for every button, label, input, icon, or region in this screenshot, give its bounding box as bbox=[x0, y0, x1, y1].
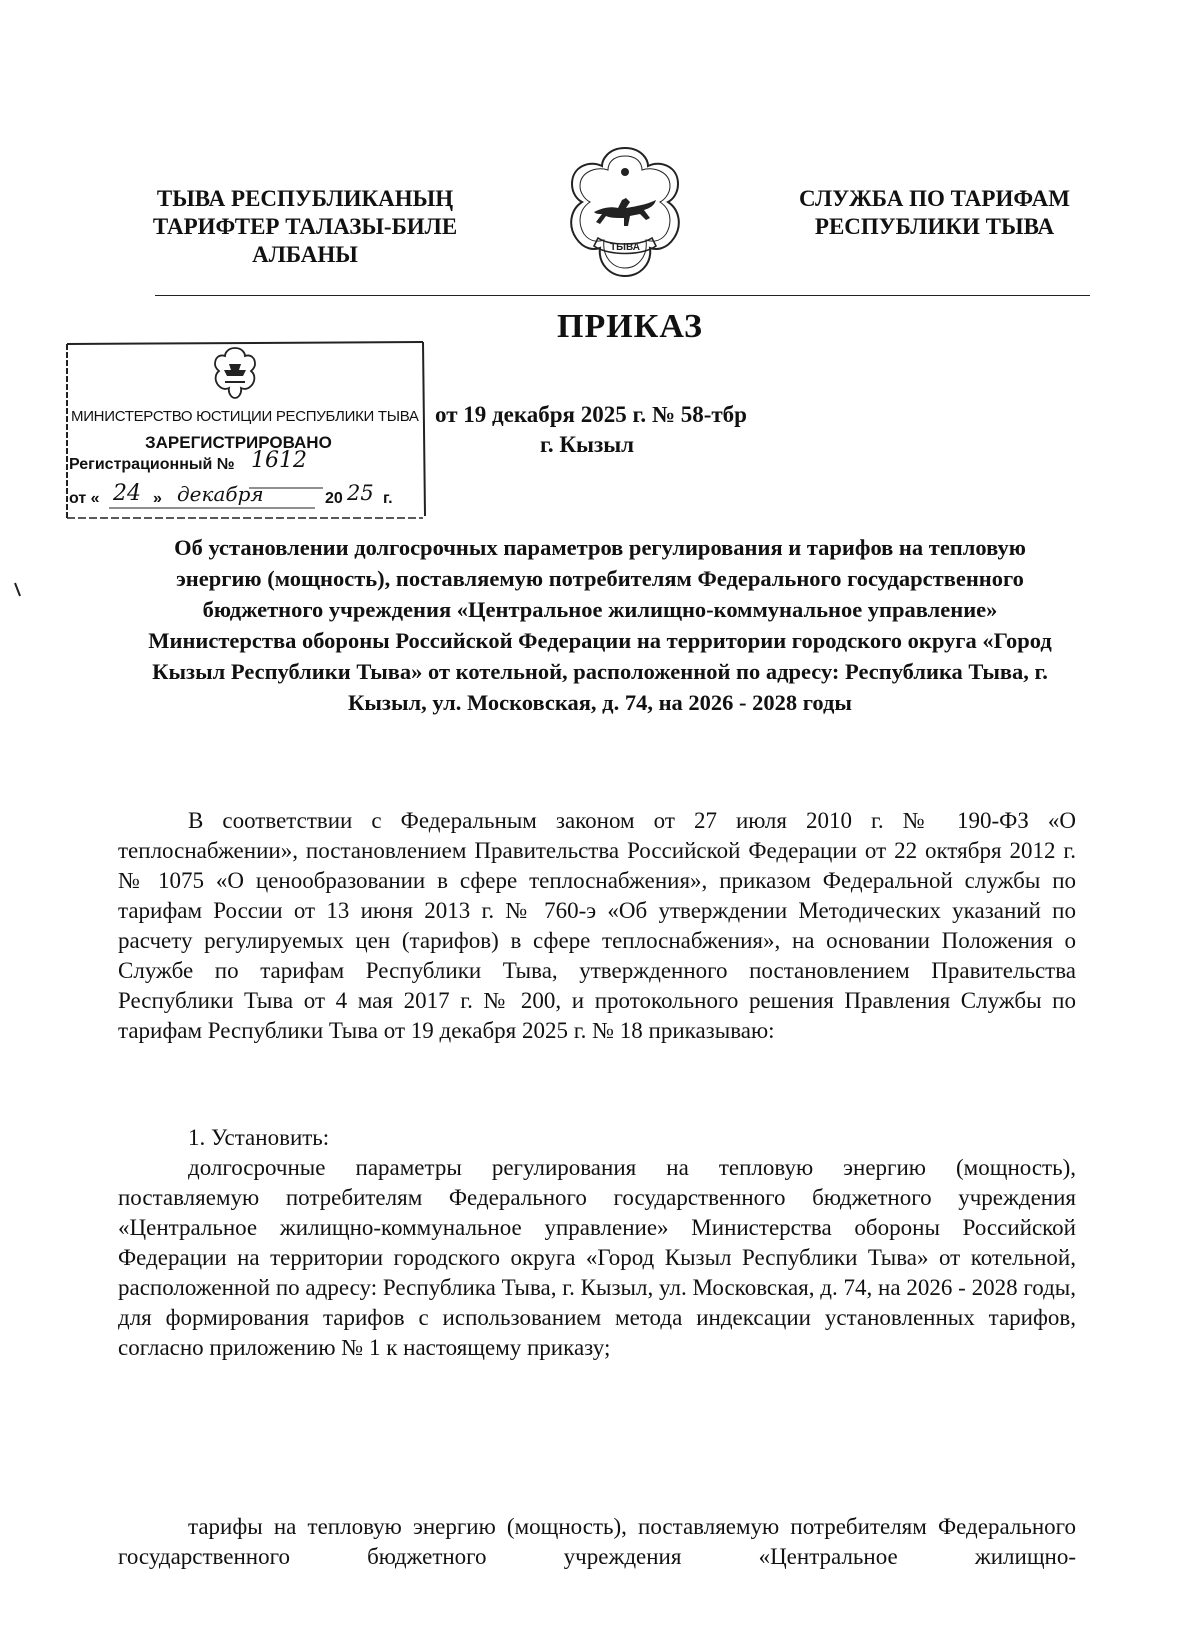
stamp-registered: ЗАРЕГИСТРИРОВАНО bbox=[145, 433, 332, 452]
document-title: ПРИКАЗ bbox=[557, 308, 703, 345]
header-right-line-1: СЛУЖБА ПО ТАРИФАМ bbox=[799, 186, 1070, 211]
header-right-russian bbox=[772, 185, 1097, 241]
header-right-line-2: РЕСПУБЛИКИ ТЫВА bbox=[814, 214, 1055, 239]
tuva-emblem-icon bbox=[560, 142, 690, 292]
stamp-reg-label: Регистрационный № bbox=[69, 456, 235, 473]
stamp-ministry: МИНИСТЕРСТВО ЮСТИЦИИ РЕСПУБЛИКИ ТЫВА bbox=[71, 408, 419, 425]
stamp-date-year-end: г. bbox=[383, 490, 393, 507]
header-left-line-2: ТАРИФТЕР ТАЛАЗЫ-БИЛЕ bbox=[152, 214, 458, 239]
header-left-line-3: АЛБАНЫ bbox=[252, 242, 358, 267]
scan-mark bbox=[14, 582, 22, 598]
order-subject: Об установлении долгосрочных параметров регулирования и тарифов на тепловую энергию (мощность), поставляемую потребителям Федерального государственного бюджетного учреждения «Центральное жилищно-коммунальное управление» Министерства обороны Российской Федерации на территории городского округа «Город Кызыл Республики Тыва» от котельной, расположенной по адресу: Республика Тыва, г. Кызыл, ул. Московская, д. 74, на 2026 - 2028 годы bbox=[148, 535, 1052, 715]
item-1-heading: 1. Установить: bbox=[188, 1125, 330, 1150]
header-left-line-1: ТЫВА РЕСПУБЛИКАНЫҢ bbox=[156, 186, 454, 211]
header-divider bbox=[155, 295, 1090, 296]
stamp-emblem-icon bbox=[215, 348, 255, 398]
stamp-date-mid: » bbox=[153, 490, 162, 507]
header-left-tuvan bbox=[140, 185, 470, 269]
preamble-paragraph: В соответствии с Федеральным законом от 27 июля 2010 г. № 190-ФЗ «О теплоснабжении», постановлением Правительства Российской Федерации от 22 октября 2012 г. № 1075 «О ценообразовании в сфере теплоснабжения», приказом Федеральной службы по тарифам России от 13 июня 2013 г. № 760-э «Об утверждении Методических указаний по расчету регулируемых цен (тарифов) в сфере теплоснабжения», на основании Положения о Службе по тарифам Республики Тыва, утвержденного постановлением Правительства Республики Тыва от 4 мая 2017 г. № 200, и протокольного решения Правления Службы по тарифам Республики Тыва от 19 декабря 2025 г. № 18 приказываю: bbox=[118, 808, 1076, 1043]
stamp-date-year-suffix: 25 bbox=[347, 481, 374, 505]
registration-stamp bbox=[65, 340, 427, 522]
item-1-paragraph-parameters: долгосрочные параметры регулирования на тепловую энергию (мощность), поставляемую потребителям Федерального государственного бюджетного учреждения «Центральное жилищно-коммунальное управление» Министерства обороны Российской Федерации на территории городского округа «Город Кызыл Республики Тыва» от котельной, расположенной по адресу: Республика Тыва, г. Кызыл, ул. Московская, д. 74, на 2026 - 2028 годы, для формирования тарифов с использованием метода индексации установленных тарифов, согласно приложению № 1 к настоящему приказу; bbox=[118, 1155, 1076, 1360]
order-city: г. Кызыл bbox=[540, 432, 635, 457]
stamp-reg-number: 1612 bbox=[251, 448, 307, 473]
order-date: от 19 декабря 2025 г. № 58-тбр bbox=[435, 402, 747, 427]
item-1-paragraph-tariffs: тарифы на тепловую энергию (мощность), поставляемую потребителям Федерального государственного бюджетного учреждения «Центральное жилищно- bbox=[118, 1514, 1076, 1569]
stamp-date-prefix: от « bbox=[69, 490, 100, 507]
stamp-date-month: декабря bbox=[177, 482, 264, 506]
stamp-date-year-prefix: 20 bbox=[325, 490, 343, 507]
emblem-ribbon-text: ТЫВА bbox=[610, 242, 640, 253]
stamp-date-day: 24 bbox=[113, 481, 141, 506]
